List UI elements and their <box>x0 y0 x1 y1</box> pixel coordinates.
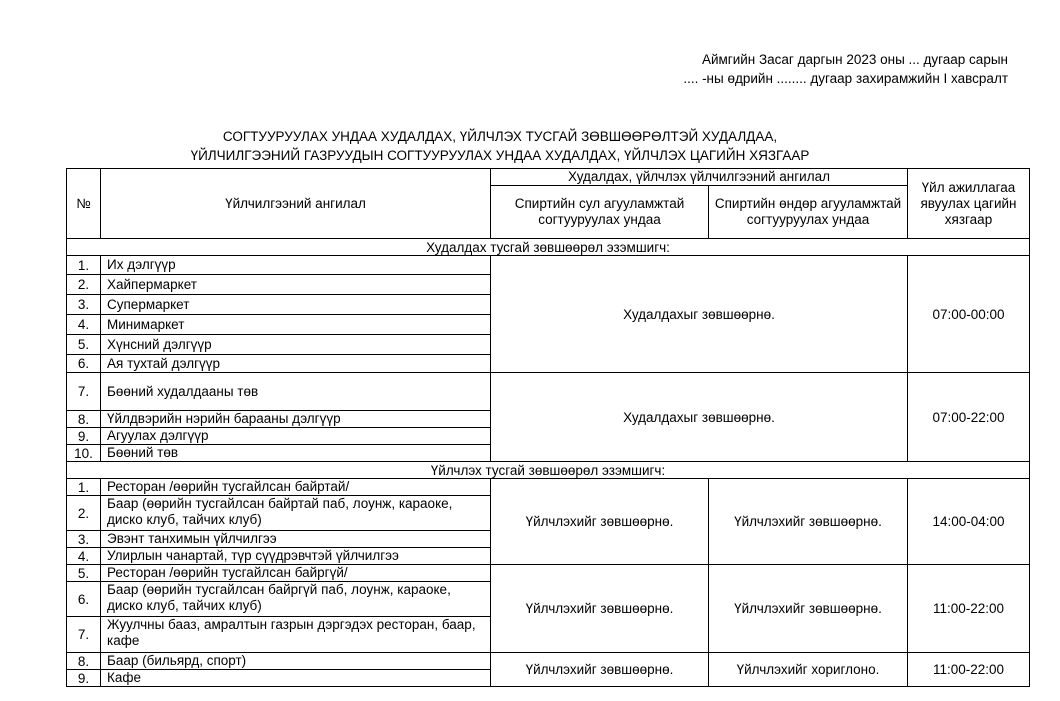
row-number: 9. <box>67 670 101 687</box>
row-category: Их дэлгүүр <box>101 256 491 275</box>
row-category: Баар (өөрийн тусгайлсан байргүй паб, лоунж, караоке, диско клуб, тайчих клуб) <box>101 582 491 617</box>
regulation-table <box>66 168 1030 687</box>
table-row <box>67 256 1030 275</box>
row-number: 1. <box>67 256 101 275</box>
row-number: 5. <box>67 335 101 355</box>
service-low-group-b: Үйлчлэхийг зөвшөөрнө. <box>491 565 709 653</box>
row-category: Баар (бильярд, спорт) <box>101 653 491 670</box>
col-header-hours: Үйл ажиллагаа явуулах цагийн хязгаар <box>908 169 1030 239</box>
row-number: 6. <box>67 355 101 373</box>
table-row <box>67 653 1030 670</box>
row-category: Агуулах дэлгүүр <box>101 428 491 445</box>
row-number: 4. <box>67 548 101 565</box>
service-high-group-b: Үйлчлэхийг зөвшөөрнө. <box>709 565 908 653</box>
col-header-service-type: Худалдах, үйлчлэх үйлчилгээний ангилал <box>491 169 908 186</box>
row-number: 8. <box>67 411 101 428</box>
annex-line-2: .... -ны өдрийн ........ дугаар захирамжийн I хавсралт <box>683 71 1008 86</box>
service-high-group-a: Үйлчлэхийг зөвшөөрнө. <box>709 479 908 565</box>
row-category: Хайпермаркет <box>101 275 491 295</box>
row-number: 1. <box>67 479 101 496</box>
col-header-high-alcohol: Спиртийн өндөр агууламжтай согтууруулах ундаа <box>709 186 908 239</box>
annex-line-1: Аймгийн Засаг даргын 2023 оны ... дугаар сарын <box>701 52 1008 67</box>
annex-reference <box>683 50 1008 88</box>
row-category: Бөөний төв <box>101 445 491 462</box>
row-category: Хүнсний дэлгүүр <box>101 335 491 355</box>
table-row <box>67 373 1030 411</box>
row-number: 9. <box>67 428 101 445</box>
col-header-category: Үйлчилгээний ангилал <box>101 169 491 239</box>
row-category: Улирлын чанартай, түр сүүдрэвчтэй үйлчилгээ <box>101 548 491 565</box>
service-low-group-c: Үйлчлэхийг зөвшөөрнө. <box>491 653 709 687</box>
service-hours-group-c: 11:00-22:00 <box>908 653 1030 687</box>
row-category: Минимаркет <box>101 315 491 335</box>
table-row <box>67 565 1030 582</box>
service-hours-group-a: 14:00-04:00 <box>908 479 1030 565</box>
section-title-service: Үйлчлэх тусгай зөвшөөрөл эзэмшигч: <box>67 462 1030 479</box>
row-number: 2. <box>67 275 101 295</box>
row-category: Супермаркет <box>101 295 491 315</box>
row-category: Жуулчны бааз, амралтын газрын дэргэдэх ресторан, баар, кафе <box>101 617 491 653</box>
title-line-2: ҮЙЛЧИЛГЭЭНИЙ ГАЗРУУДЫН СОГТУУРУУЛАХ УНДАА ХУДАЛДАХ, ҮЙЛЧЛЭХ ЦАГИЙН ХЯЗГААР <box>190 148 810 163</box>
trade-hours-group-b: 07:00-22:00 <box>908 373 1030 462</box>
service-high-group-c: Үйлчлэхийг хориглоно. <box>709 653 908 687</box>
row-category: Кафе <box>101 670 491 687</box>
row-number: 7. <box>67 617 101 653</box>
title-line-1: СОГТУУРУУЛАХ УНДАА ХУДАЛДАХ, ҮЙЛЧЛЭХ ТУСГАЙ ЗӨВШӨӨРӨЛТЭЙ ХУДАЛДАА, <box>222 129 778 144</box>
trade-rule-group-a: Худалдахыг зөвшөөрнө. <box>491 256 908 373</box>
row-category: Ая тухтай дэлгүүр <box>101 355 491 373</box>
row-number: 2. <box>67 496 101 531</box>
row-number: 3. <box>67 531 101 548</box>
col-header-no: № <box>67 169 101 239</box>
table-row <box>67 479 1030 496</box>
row-number: 4. <box>67 315 101 335</box>
row-number: 10. <box>67 445 101 462</box>
col-header-low-alcohol: Спиртийн сул агууламжтай согтууруулах ундаа <box>491 186 709 239</box>
row-category: Эвэнт танхимын үйлчилгээ <box>101 531 491 548</box>
row-category: Ресторан /өөрийн тусгайлсан байргүй/ <box>101 565 491 582</box>
section-title-trade: Худалдах тусгай зөвшөөрөл эзэмшигч: <box>67 239 1030 256</box>
document-title <box>0 127 1000 165</box>
trade-rule-group-b: Худалдахыг зөвшөөрнө. <box>491 373 908 462</box>
service-hours-group-b: 11:00-22:00 <box>908 565 1030 653</box>
row-number: 6. <box>67 582 101 617</box>
trade-hours-group-a: 07:00-00:00 <box>908 256 1030 373</box>
service-low-group-a: Үйлчлэхийг зөвшөөрнө. <box>491 479 709 565</box>
row-category: Үйлдвэрийн нэрийн барааны дэлгүүр <box>101 411 491 428</box>
row-category: Ресторан /өөрийн тусгайлсан байртай/ <box>101 479 491 496</box>
row-category: Бөөний худалдааны төв <box>101 373 491 411</box>
row-number: 5. <box>67 565 101 582</box>
row-number: 8. <box>67 653 101 670</box>
row-number: 3. <box>67 295 101 315</box>
row-category: Баар (өөрийн тусгайлсан байртай паб, лоунж, караоке, диско клуб, тайчих клуб) <box>101 496 491 531</box>
row-number: 7. <box>67 373 101 411</box>
